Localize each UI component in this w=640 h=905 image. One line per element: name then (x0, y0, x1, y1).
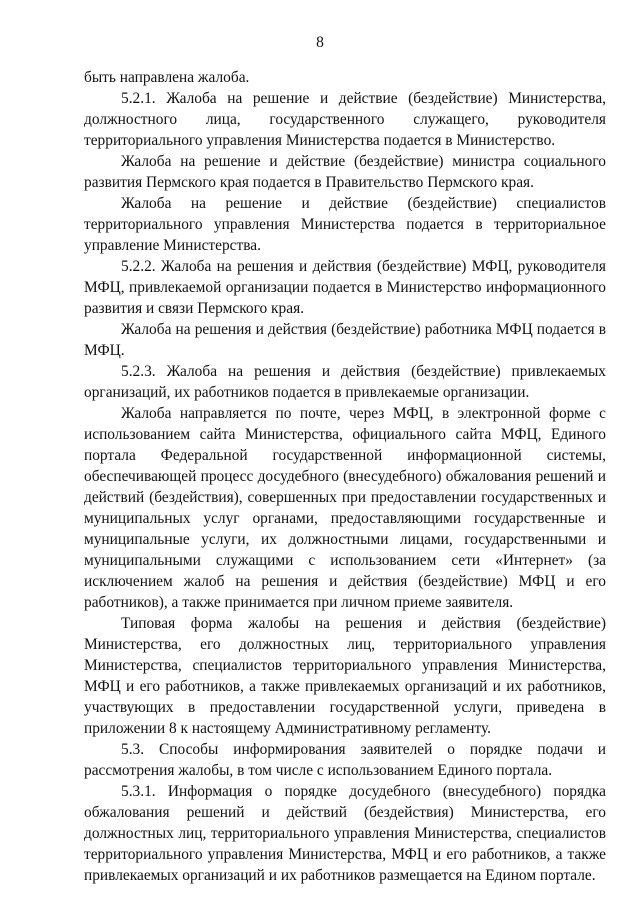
paragraph-5-3-1: 5.3.1. Информация о порядке досудебного (внесудебного) порядка обжалования решений и действий (бездействия) Министерства, его должностных лиц, территориального управления Министерства, специалистов территориального управления Министерства, МФЦ и его работников, а также привлекаемых организаций и их работников размещается на Едином портале. (84, 783, 606, 884)
document-body (84, 67, 606, 886)
paragraph-specialists-complaint: Жалоба на решение и действие (бездействие) специалистов территориального управления Министерства подается в территориальное управление Министерства. (84, 195, 606, 254)
paragraph-5-3: 5.3. Способы информирования заявителей о порядке подачи и рассмотрения жалобы, в том числе с использованием Единого портала. (84, 741, 606, 779)
page-number: 8 (316, 34, 324, 51)
paragraph-complaint-submission: Жалоба направляется по почте, через МФЦ, в электронной форме с использованием сайта Министерства, официального сайта МФЦ, Единого портала Федеральной государственной информационной системы, обеспечивающей процесс досудебного (внесудебного) обжалования решений и действий (бездействия), совершенных при предоставлении государственных и муниципальных услуг органами, предоставляющими государственные и муниципальные услуги, их должностными лицами, государственными и муниципальными служащими с использованием сети «Интернет» (за исключением жалоб на решения и действия (бездействие) МФЦ и его работников), а также принимается при личном приеме заявителя. (84, 405, 606, 611)
paragraph-5-2-1: 5.2.1. Жалоба на решение и действие (бездействие) Министерства, должностного лица, государственного служащего, руководителя территориального управления Министерства подается в Министерство. (84, 90, 606, 149)
paragraph-5-2-2: 5.2.2. Жалоба на решения и действия (бездействие) МФЦ, руководителя МФЦ, привлекаемой организации подается в Министерство информационного развития и связи Пермского края. (84, 258, 606, 317)
paragraph-typical-form: Типовая форма жалобы на решения и действия (бездействие) Министерства, его должностных лиц, территориального управления Министерства, специалистов территориального управления Министерства, МФЦ и его работников, а также привлекаемых организаций и их работников, участвующих в предоставлении государственной услуги, приведена в приложении 8 к настоящему Административному регламенту. (84, 615, 606, 737)
paragraph-mfc-worker-complaint: Жалоба на решения и действия (бездействие) работника МФЦ подается в МФЦ. (84, 321, 606, 359)
paragraph-minister-complaint: Жалоба на решение и действие (бездействие) министра социального развития Пермского края подается в Правительство Пермского края. (84, 153, 606, 191)
paragraph-continuation: быть направлена жалоба. (84, 69, 250, 86)
paragraph-5-2-3: 5.2.3. Жалоба на решения и действия (бездействие) привлекаемых организаций, их работников подается в привлекаемые организации. (84, 363, 606, 401)
